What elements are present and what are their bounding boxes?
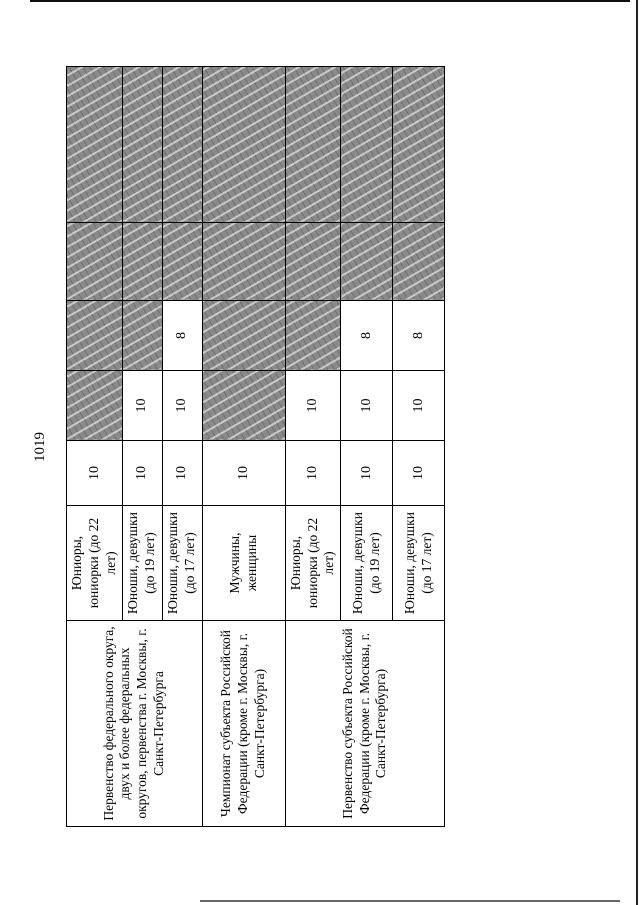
table-row [67,67,123,827]
value-cell: 10 [285,441,341,506]
shaded-cell [162,223,202,301]
category-cell: Юноши, девушки (до 17 лет) [162,506,202,621]
category-cell: Юноши, девушки (до 17 лет) [393,506,445,621]
category-cell: Юноши, девушки (до 19 лет) [341,506,393,621]
category-cell: Юниоры, юниорки (до 22 лет) [67,506,123,621]
value-cell: 10 [122,371,162,441]
category-cell: Юниоры, юниорки (до 22 лет) [285,506,341,621]
shaded-cell [285,67,341,223]
category-cell: Юноши, девушки (до 19 лет) [122,506,162,621]
shaded-cell [67,301,123,371]
value-cell: 8 [341,301,393,371]
shaded-cell [202,301,285,371]
page-number: 1019 [32,432,48,462]
value-cell: 10 [122,441,162,506]
shaded-cell [67,371,123,441]
competition-cell: Первенство субъекта Российской Федерации (кроме г. Москвы, г. Санкт-Петербурга) [285,621,445,827]
value-cell: 10 [67,441,123,506]
value-cell: 10 [393,441,445,506]
shaded-cell [122,67,162,223]
value-cell: 8 [393,301,445,371]
shaded-cell [341,67,393,223]
value-cell: 10 [202,441,285,506]
value-cell: 8 [162,301,202,371]
rotated-page-content [32,67,434,827]
competition-table [66,66,445,827]
shaded-cell [393,223,445,301]
table-row [285,67,341,827]
page-edge-right [636,0,638,905]
shaded-cell [67,67,123,223]
shaded-cell [122,223,162,301]
shaded-cell [162,67,202,223]
shaded-cell [341,223,393,301]
value-cell: 10 [162,441,202,506]
shaded-cell [285,301,341,371]
value-cell: 10 [393,371,445,441]
table-row [202,67,285,827]
shaded-cell [202,371,285,441]
competition-cell: Первенство федерального округа, двух и более федеральных округов, первенства г. Москвы, г. Санкт-Петербурга [67,621,203,827]
page-edge-top [30,0,630,2]
shaded-cell [393,67,445,223]
value-cell: 10 [285,371,341,441]
shaded-cell [202,223,285,301]
value-cell: 10 [162,371,202,441]
value-cell: 10 [341,441,393,506]
shaded-cell [67,223,123,301]
competition-cell: Чемпионат субъекта Российской Федерации (кроме г. Москвы, г. Санкт-Петербурга) [202,621,285,827]
shaded-cell [285,223,341,301]
value-cell: 10 [341,371,393,441]
shaded-cell [122,301,162,371]
page-edge-bottom [200,900,620,902]
shaded-cell [202,67,285,223]
category-cell: Мужчины, женщины [202,506,285,621]
